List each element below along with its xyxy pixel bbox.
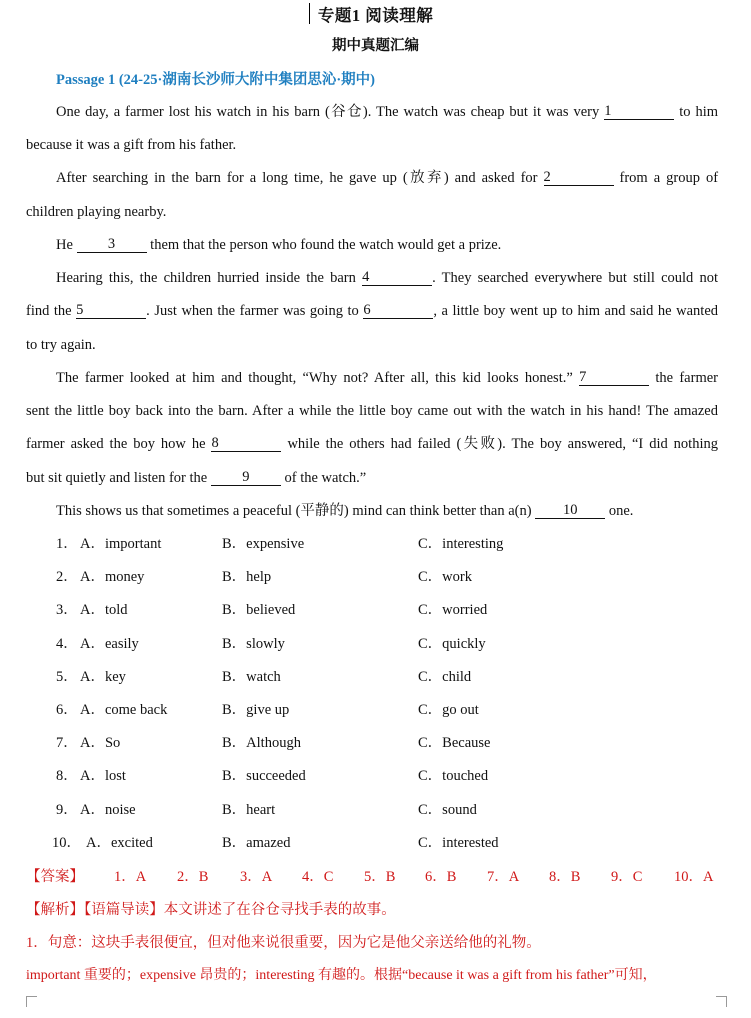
passage-line: farmer asked the boy how he 8 while the others had failed (失败). The boy answered, “I did nothing [26, 435, 718, 452]
question-number: 2． [56, 569, 78, 586]
option-c[interactable]: C．go out [418, 702, 479, 718]
option-c[interactable]: C．child [418, 668, 472, 685]
option-a[interactable]: A．told [80, 602, 128, 619]
option-c[interactable]: C．worried [418, 602, 488, 619]
answer-item: 5．B [364, 869, 396, 885]
option-b[interactable]: B．watch [222, 668, 281, 685]
blank-10: 10 [535, 502, 605, 519]
blank-7: 7 [579, 369, 649, 386]
question-number: 4． [56, 635, 78, 652]
option-a[interactable]: A．lost [80, 768, 126, 785]
blank-6: 6 [363, 302, 433, 319]
option-c[interactable]: C．interesting [418, 536, 504, 552]
passage-line: One day, a farmer lost his watch in his barn (谷仓). The watch was cheap but it was very 1 to him [56, 103, 719, 120]
option-a[interactable]: A．easily [80, 635, 139, 652]
question-number: 5． [56, 668, 78, 685]
question-number: 7． [56, 735, 78, 752]
passage-line: Hearing this, the children hurried inside the barn 4 . They searched everywhere but still could not [56, 269, 719, 286]
passage-line: After searching in the barn for a long time, he gave up (放弃) and asked for 2 from a group of [56, 169, 719, 186]
option-c[interactable]: C．quickly [418, 635, 486, 652]
option-c[interactable]: C．sound [418, 801, 477, 818]
passage-line: but sit quietly and listen for the 9 of the watch.” [26, 469, 367, 486]
passage-line: This shows us that sometimes a peaceful (平静的) mind can think better than a(n) 10 one. [56, 502, 634, 519]
question-number: 10． [52, 834, 81, 851]
option-c[interactable]: C．Because [418, 735, 491, 752]
document-title: 专题1 阅读理解 [317, 6, 434, 25]
passage-line: because it was a gift from his father. [26, 137, 237, 153]
option-b[interactable]: B．heart [222, 801, 276, 818]
question-number: 3． [56, 602, 78, 619]
answer-item: 4．C [302, 869, 334, 885]
blank-1: 1 [604, 103, 674, 120]
answer-item: 2．B [177, 869, 209, 885]
option-b[interactable]: B．slowly [222, 635, 285, 652]
option-b[interactable]: B．help [222, 569, 272, 586]
option-b[interactable]: B．expensive [222, 536, 305, 552]
passage-heading: Passage 1 (24-25·湖南长沙师大附中集团思沁·期中) [56, 72, 375, 88]
blank-4: 4 [362, 269, 432, 286]
option-a[interactable]: A．key [80, 668, 126, 685]
option-a[interactable]: A．excited [86, 834, 153, 851]
answer-item: 6．B [425, 869, 457, 885]
blank-2: 2 [544, 169, 614, 186]
answer-item: 10．A [674, 869, 714, 885]
option-c[interactable]: C．interested [418, 834, 499, 851]
passage-line: children playing nearby. [26, 204, 167, 220]
answers-line [26, 866, 718, 888]
blank-3: 3 [77, 236, 147, 253]
blank-5: 5 [76, 302, 146, 319]
answer-item: 9．C [611, 869, 643, 885]
option-a[interactable]: A．money [80, 569, 145, 586]
option-a[interactable]: A．So [80, 735, 121, 752]
passage-line: find the 5 . Just when the farmer was going to 6 , a little boy went up to him and said he wanted [26, 302, 719, 319]
explanation-line: 1．句意：这块手表很便宜，但对他来说很重要，因为它是他父亲送给他的礼物。 [26, 935, 541, 951]
answer-item: 8．B [549, 869, 581, 885]
option-a[interactable]: A．important [80, 536, 162, 552]
answer-item: 3．A [240, 869, 273, 885]
passage-line: to try again. [26, 337, 96, 353]
option-a[interactable]: A．noise [80, 801, 136, 818]
question-number: 6． [56, 702, 78, 718]
blank-9: 9 [211, 469, 281, 486]
answer-item: 7．A [487, 869, 520, 885]
passage-line: He 3 them that the person who found the watch would get a prize. [56, 236, 502, 253]
option-a[interactable]: A．come back [80, 702, 168, 718]
question-number: 8． [56, 768, 78, 785]
option-b[interactable]: B．Although [222, 735, 301, 752]
page-corner-mark [26, 996, 37, 1007]
question-number: 9． [56, 801, 78, 818]
page-corner-mark [716, 996, 727, 1007]
option-b[interactable]: B．succeeded [222, 768, 306, 785]
option-b[interactable]: B．give up [222, 702, 290, 718]
option-b[interactable]: B．believed [222, 602, 296, 619]
answer-item: 1．A [114, 869, 147, 885]
answers-label: 【答案】 [26, 869, 84, 885]
option-b[interactable]: B．amazed [222, 834, 291, 851]
passage-line: The farmer looked at him and thought, “Why not? After all, this kid looks honest.” 7 the farmer [56, 369, 718, 386]
blank-8: 8 [211, 435, 281, 452]
option-c[interactable]: C．touched [418, 768, 489, 785]
option-c[interactable]: C．work [418, 569, 472, 586]
passage-line: sent the little boy back into the barn. After a while the little boy came out with the watch in his hand! The amazed [26, 403, 718, 419]
explanation-line: important 重要的；expensive 昂贵的；interesting 有趣的。根据“because it was a gift from his father”可知， [26, 968, 657, 983]
document-subtitle: 期中真题汇编 [332, 38, 419, 54]
analysis-line: 【解析】【语篇导读】本文讲述了在谷仓寻找手表的故事。 [26, 902, 396, 918]
question-number: 1． [56, 536, 78, 552]
